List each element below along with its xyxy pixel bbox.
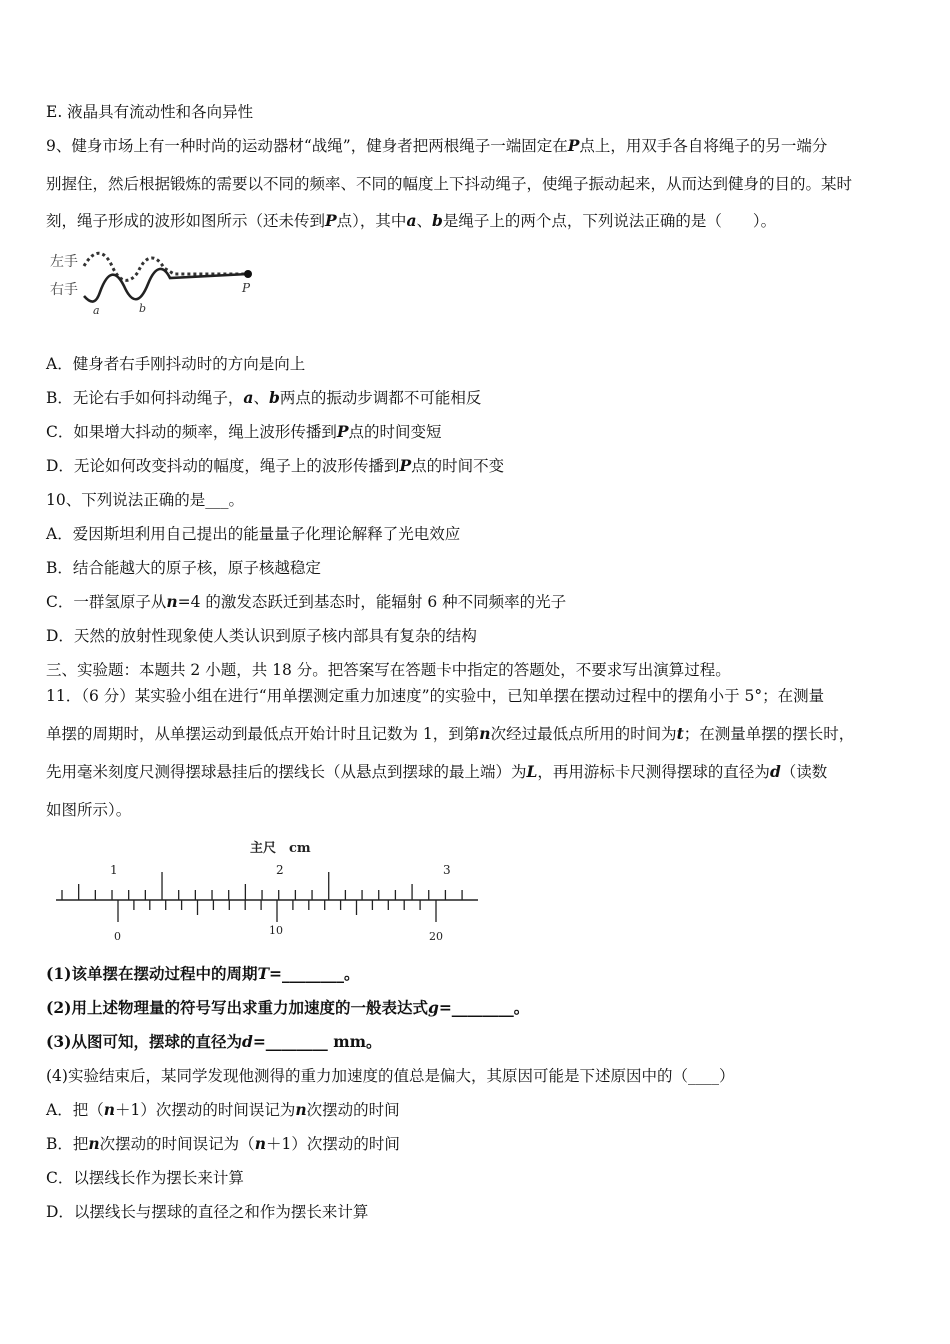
point-b-label: b xyxy=(139,302,147,315)
point-p-dot xyxy=(244,270,252,278)
q11-part1: (1)该单摆在摆动过程中的周期T=________。 xyxy=(46,964,360,983)
main-scale xyxy=(62,872,462,900)
rope-wave-figure xyxy=(46,244,266,324)
right-hand-label: 右手 xyxy=(50,282,78,298)
q11-option-b: B．把n次摆动的时间误记为（n＋1）次摆动的时间 xyxy=(46,1134,400,1153)
q11-option-c: C．以摆线长作为摆长来计算 xyxy=(46,1169,244,1187)
q11-stem-line4: 如图所示）。 xyxy=(46,801,132,819)
q9-stem-line1: 9、健身市场上有一种时尚的运动器材“战绳”，健身者把两根绳子一端固定在P点上，用双手各自将绳子的另一端分 xyxy=(46,136,828,155)
caliper-title: 主尺 cm xyxy=(250,841,311,856)
q10-option-b: B．结合能越大的原子核，原子核越稳定 xyxy=(46,559,321,577)
q9-stem-line2: 别握住，然后根据锻炼的需要以不同的频率、不同的幅度上下抖动绳子，使绳子振动起来，从而达到健身的目的。某时 xyxy=(46,175,853,193)
section3-heading: 三、实验题：本题共 2 小题，共 18 分。把答案写在答题卡中指定的答题处，不要求写出演算过程。 xyxy=(46,661,731,679)
vernier-caliper-figure xyxy=(50,834,490,946)
q9-option-a: A．健身者右手刚抖动时的方向是向上 xyxy=(46,355,306,373)
q9-option-b: B．无论右手如何抖动绳子，a、b两点的振动步调都不可能相反 xyxy=(46,388,482,407)
q11-part4: (4)实验结束后，某同学发现他测得的重力加速度的值总是偏大，其原因可能是下述原因中的（____） xyxy=(46,1067,735,1085)
point-p-label: P xyxy=(242,281,251,295)
main-scale-label-1: 1 xyxy=(110,863,118,877)
q11-stem-line3: 先用毫米刻度尺测得摆球悬挂后的摆线长（从悬点到摆球的最上端）为L，再用游标卡尺测得摆球的直径为d（读数 xyxy=(46,762,828,781)
left-hand-label: 左手 xyxy=(50,254,78,270)
q11-stem-line1: 11．（6 分）某实验小组在进行“用单摆测定重力加速度”的实验中，已知单摆在摆动过程中的摆角小于 5°；在测量 xyxy=(46,687,825,705)
q11-option-a: A．把（n＋1）次摆动的时间误记为n次摆动的时间 xyxy=(46,1100,400,1119)
q9-stem-line3: 刻，绳子形成的波形如图所示（还未传到P点），其中a、b是绳子上的两个点，下列说法正确的是（ ）。 xyxy=(46,211,777,230)
vernier-scale-label-10: 10 xyxy=(269,924,283,937)
right-rope-wave xyxy=(84,269,248,302)
vernier-scale-label-20: 20 xyxy=(429,930,443,943)
main-scale-label-2: 2 xyxy=(276,863,284,877)
q8-option-e: E. 液晶具有流动性和各向异性 xyxy=(46,103,254,121)
q10-stem: 10、下列说法正确的是___。 xyxy=(46,491,244,509)
q11-stem-line2: 单摆的周期时，从单摆运动到最低点开始计时且记数为 1，到第n次经过最低点所用的时间为t；在测量单摆的摆长时， xyxy=(46,724,855,743)
q9-option-c: C．如果增大抖动的频率，绳上波形传播到P点的时间变短 xyxy=(46,422,442,441)
q11-option-d: D．以摆线长与摆球的直径之和作为摆长来计算 xyxy=(46,1203,369,1221)
q10-option-a: A．爱因斯坦利用自己提出的能量量子化理论解释了光电效应 xyxy=(46,525,461,543)
q10-option-c: C．一群氢原子从n=4 的激发态跃迁到基态时，能辐射 6 种不同频率的光子 xyxy=(46,592,567,611)
vernier-scale-label-0: 0 xyxy=(114,930,121,943)
q11-part3: (3)从图可知，摆球的直径为d=________ mm。 xyxy=(46,1032,382,1051)
vernier-scale xyxy=(118,900,436,922)
q9-option-d: D．无论如何改变抖动的幅度，绳子上的波形传播到P点的时间不变 xyxy=(46,456,505,475)
main-scale-label-3: 3 xyxy=(443,863,451,877)
q11-part2: (2)用上述物理量的符号写出求重力加速度的一般表达式g=________。 xyxy=(46,998,530,1017)
q10-option-d: D．天然的放射性现象使人类认识到原子核内部具有复杂的结构 xyxy=(46,627,477,645)
point-a-label: a xyxy=(93,304,100,317)
